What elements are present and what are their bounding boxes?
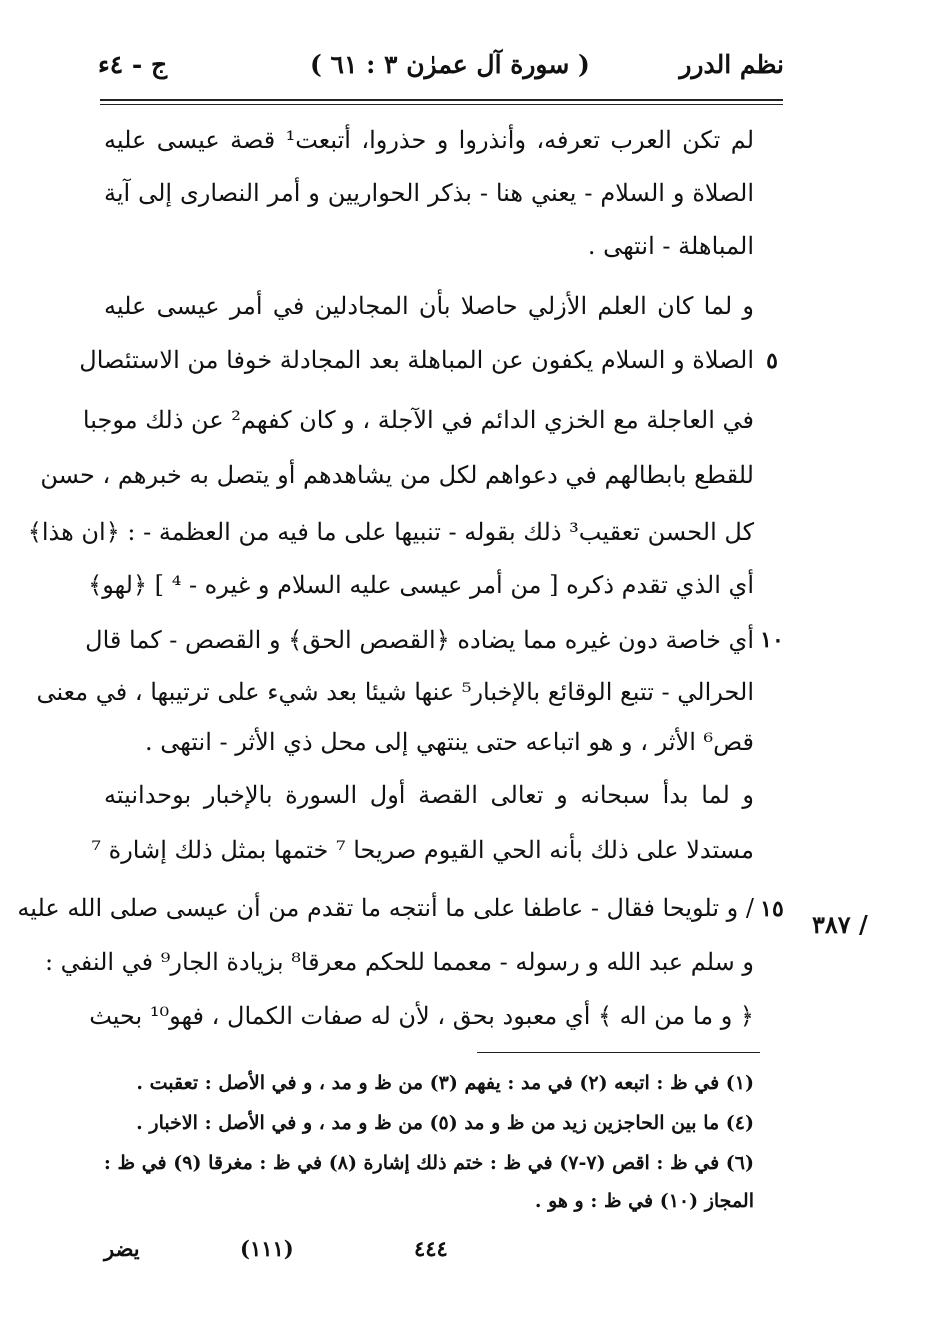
printed-page-number: ٤٤٤ xyxy=(414,1236,448,1261)
body-line: / و تلويحا فقال - عاطفا على ما أنتجه ما تقدم من أن عيسى صلى الله عليه xyxy=(17,894,754,922)
body-line: كل الحسن تعقيب³ ذلك بقوله - تنبيها على ما فيه من العظمة - : ﴿ان هذا﴾ xyxy=(27,518,754,546)
line-number: ٥ xyxy=(766,348,778,374)
body-line: قص⁶ الأثر ، و هو اتباعه حتى ينتهي إلى محل ذي الأثر - انتهى . xyxy=(144,728,754,756)
body-line: و لما كان العلم الأزلي حاصلا بأن المجادلين في أمر عيسى عليه xyxy=(104,292,754,320)
line-number: ١٥ xyxy=(760,896,784,922)
surah-reference: ( سورة آل عمرٰن ٣ : ٦١ ) xyxy=(310,50,590,79)
header-rule-thin xyxy=(100,104,783,105)
line-number: ١٠ xyxy=(760,627,784,653)
body-line: مستدلا على ذلك بأنه الحي القيوم صريحا ⁷ ختمها بمثل ذلك إشارة ⁷ xyxy=(91,836,754,864)
body-line: الحرالي - تتبع الوقائع بالإخبار⁵ عنها شيئا بعد شيء على ترتيبها ، في معنى xyxy=(36,678,754,706)
manuscript-page-marker: / ٣٨٧ xyxy=(812,910,868,939)
footer-mark: يضر xyxy=(104,1236,140,1261)
header-rule xyxy=(100,99,783,101)
footnote-line: المجاز (١٠) في ظ : و هو . xyxy=(534,1190,754,1212)
body-line: المباهلة - انتهى . xyxy=(587,232,754,260)
footnote-line: (١) في ظ : اتبعه (٢) في مد : يفهم (٣) من ظ و مد ، و في الأصل : تعقبت . xyxy=(136,1072,754,1094)
body-line: الصلاة و السلام يكفون عن المباهلة بعد المجادلة خوفا من الاستئصال xyxy=(79,346,754,374)
footnote-line: (٤) ما بين الحاجزين زيد من ظ و مد (٥) من ظ و مد ، و في الأصل : الاخبار . xyxy=(136,1112,754,1134)
body-line: لم تكن العرب تعرفه، وأنذروا و حذروا، أتبعت¹ قصة عيسى عليه xyxy=(104,126,755,154)
body-line: للقطع بابطالهم في دعواهم لكل من يشاهدهم أو يتصل به خبرهم ، حسن xyxy=(40,461,754,489)
body-line: أي الذي تقدم ذكره [ من أمر عيسى عليه السلام و غيره - ⁴ ] ﴿لهو﴾ xyxy=(88,571,754,599)
signature-number: (١١١) xyxy=(240,1236,294,1261)
footnote-line: (٦) في ظ : اقص (٧-٧) في ظ : ختم ذلك إشارة (٨) في ظ : مغرقا (٩) في ظ : xyxy=(103,1152,754,1174)
footnote-rule xyxy=(477,1052,760,1053)
body-line: أي خاصة دون غيره مما يضاده ﴿القصص الحق﴾ و القصص - كما قال xyxy=(85,626,754,654)
body-line: و لما بدأ سبحانه و تعالى القصة أول السورة بالإخبار بوحدانيته xyxy=(104,781,754,809)
body-line: في العاجلة مع الخزي الدائم في الآجلة ، و كان كفهم² عن ذلك موجبا xyxy=(82,406,754,434)
volume-label: ج - ٤ء xyxy=(98,50,168,79)
body-line: الصلاة و السلام - يعني هنا - بذكر الحواريين و أمر النصارى إلى آية xyxy=(104,179,754,207)
body-line: و سلم عبد الله و رسوله - معمما للحكم معرقا⁸ بزيادة الجار⁹ في النفي : xyxy=(44,948,754,976)
body-line: ﴿ و ما من اله ﴾ أي معبود بحق ، لأن له صفات الكمال ، فهو¹⁰ بحيث xyxy=(89,1002,754,1030)
book-title: نظم الدرر xyxy=(679,50,784,79)
